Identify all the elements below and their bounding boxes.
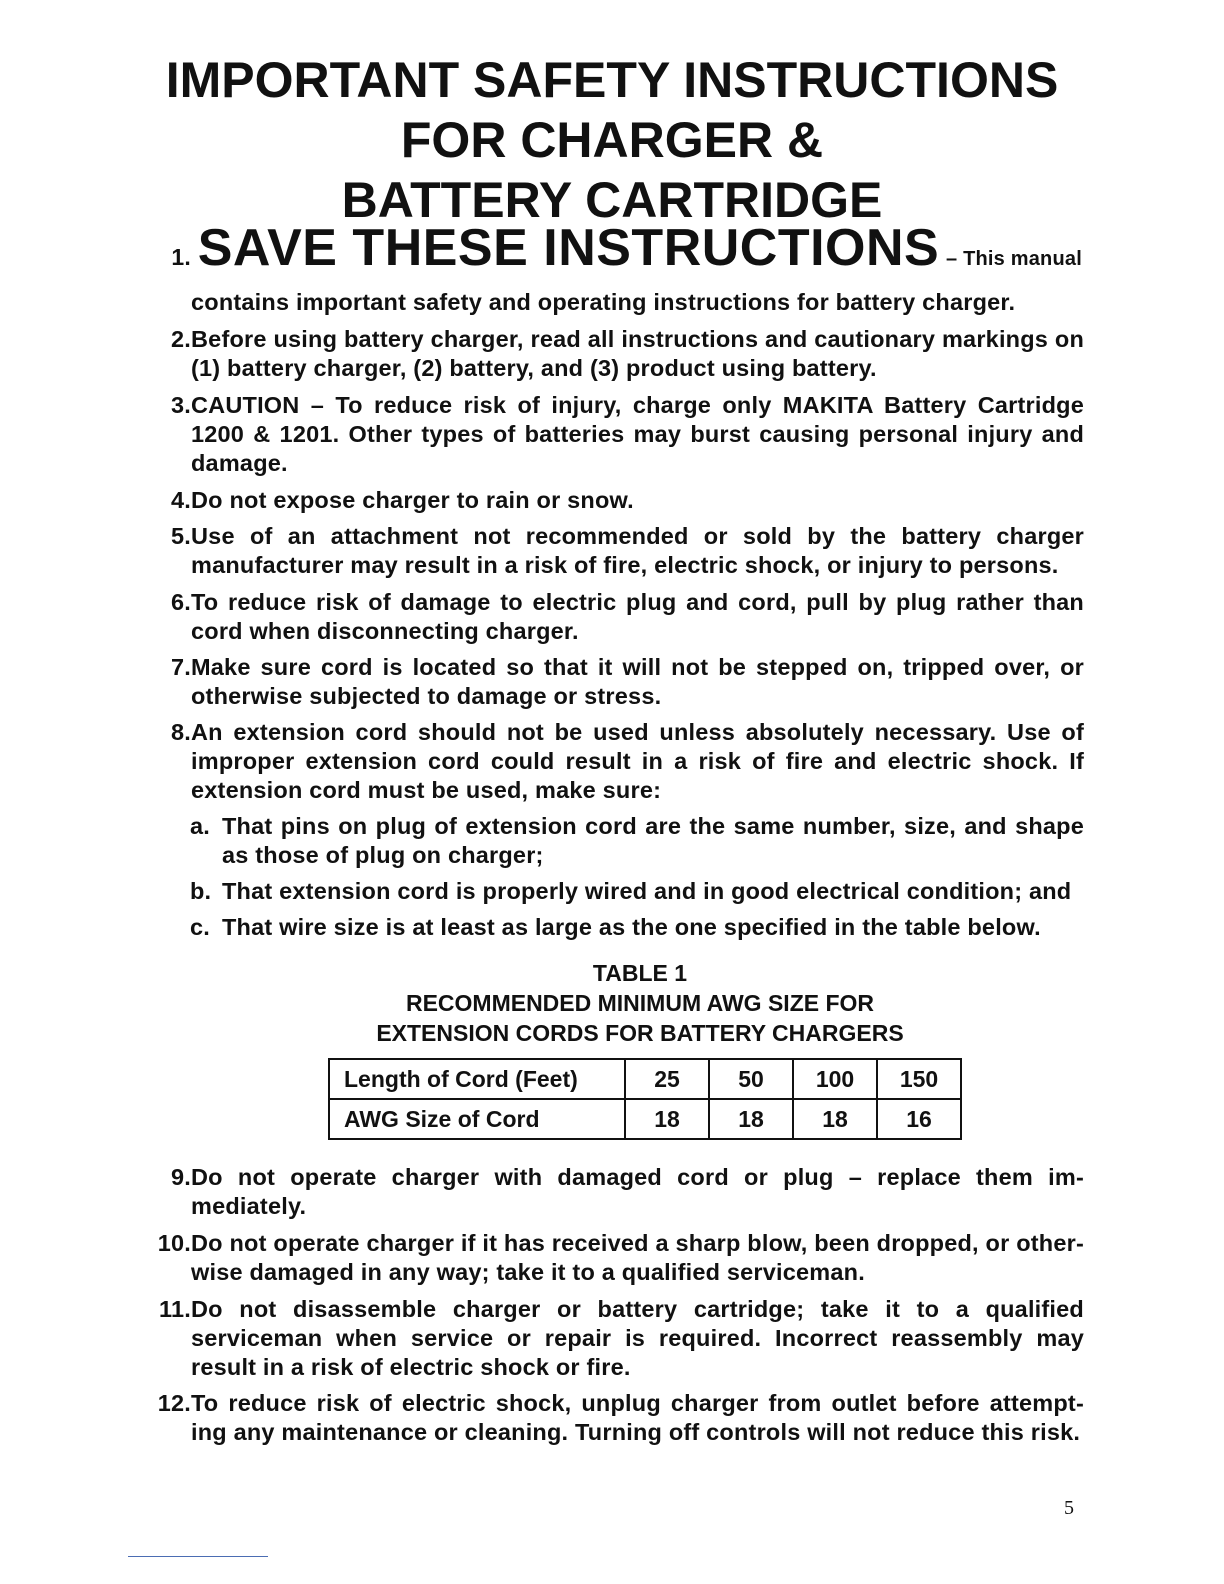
item-text: Use of an attachment not recommended or sold by the battery charger manufacturer may result in a risk of fire, electric shock, or injury to persons.: [191, 523, 1084, 578]
item-text: Do not operate charger with damaged cord or plug – replace them im- mediately.: [191, 1164, 1084, 1219]
table-cell: 50: [709, 1059, 793, 1099]
title-line-3: BATTERY CARTRIDGE: [341, 172, 883, 228]
item-number: 4.: [171, 487, 191, 513]
awg-size-table: [328, 1058, 962, 1140]
item-number: 10.: [157, 1230, 191, 1256]
page-title: [0, 50, 1224, 230]
item-text: CAUTION – To reduce risk of injury, charge only MAKITA Battery Cartridge 1200 & 1201. Other types of batteries may burst causing personal injury and damage.: [191, 392, 1084, 476]
title-line-1: IMPORTANT SAFETY INSTRUCTIONS: [165, 52, 1059, 108]
row-header: Length of Cord (Feet): [329, 1059, 625, 1099]
save-instructions-heading: SAVE THESE INSTRUCTIONS: [197, 219, 940, 277]
item-number: 11.: [159, 1296, 191, 1322]
subitem-text: That wire size is at least as large as the one specified in the table below.: [222, 914, 1041, 940]
table-row: [329, 1059, 961, 1099]
page-number: 5: [1064, 1497, 1074, 1519]
item-number: 8.: [171, 719, 191, 745]
table-cell: 100: [793, 1059, 877, 1099]
item-number: 12.: [157, 1390, 191, 1416]
item-number: 2.: [171, 326, 191, 352]
subitem-letter: a.: [190, 813, 210, 839]
item-text: An extension cord should not be used unless absolutely necessary. Use of improper extension cord could result in a risk of fire and electric shock. If extension cord must be used, make sure:: [191, 719, 1084, 803]
item-number: 5.: [171, 523, 191, 549]
subitem-letter: b.: [190, 878, 212, 904]
item-text: Do not operate charger if it has received a sharp blow, been dropped, or other- wise damaged in any way; take it to a qualified serviceman.: [191, 1230, 1084, 1285]
table-cell: 18: [793, 1099, 877, 1139]
table-cell: 18: [625, 1099, 709, 1139]
footer-rule: [128, 1556, 268, 1557]
table-caption-line-3: EXTENSION CORDS FOR BATTERY CHARGERS: [376, 1020, 904, 1046]
subitem-text: That extension cord is properly wired and in good electrical condition; and: [222, 878, 1072, 904]
table-cell: 16: [877, 1099, 961, 1139]
table-caption-line-1: TABLE 1: [592, 960, 688, 986]
item-number: 7.: [171, 654, 191, 680]
item-text: Make sure cord is located so that it will not be stepped on, tripped over, or otherwise subjected to damage or stress.: [191, 654, 1084, 709]
item-text: contains important safety and operating instructions for battery charger.: [191, 289, 1016, 315]
item-text: To reduce risk of damage to electric plug and cord, pull by plug rather than cord when disconnecting charger.: [191, 589, 1084, 644]
item-lead-text: – This manual: [945, 248, 1082, 270]
table-row: [329, 1099, 961, 1139]
item-number: 6.: [171, 589, 191, 615]
table-caption-line-2: RECOMMENDED MINIMUM AWG SIZE FOR: [405, 990, 875, 1016]
item-text: Do not expose charger to rain or snow.: [191, 487, 634, 513]
subitem-letter: c.: [190, 914, 210, 940]
row-header: AWG Size of Cord: [329, 1099, 625, 1139]
table-cell: 150: [877, 1059, 961, 1099]
subitem-text: That pins on plug of extension cord are the same number, size, and shape as those of plug on charger;: [222, 813, 1084, 868]
item-number: 9.: [171, 1164, 191, 1190]
item-number: 3.: [171, 392, 191, 418]
table-cell: 25: [625, 1059, 709, 1099]
item-number: 1.: [171, 244, 191, 270]
item-text: Do not disassemble charger or battery cartridge; take it to a qualified serviceman when service or repair is required. Incorrect reassembly may result in a risk of electric shock or fire.: [191, 1296, 1084, 1380]
table-caption: [330, 958, 950, 1048]
item-text: To reduce risk of electric shock, unplug charger from outlet before attempt- ing any maintenance or cleaning. Turning off controls will not reduce this risk.: [191, 1390, 1084, 1445]
title-line-2: FOR CHARGER &: [400, 112, 824, 168]
item-text: Before using battery charger, read all instructions and cautionary markings on (1) battery charger, (2) battery, and (3) product using battery.: [191, 326, 1084, 381]
table-cell: 18: [709, 1099, 793, 1139]
